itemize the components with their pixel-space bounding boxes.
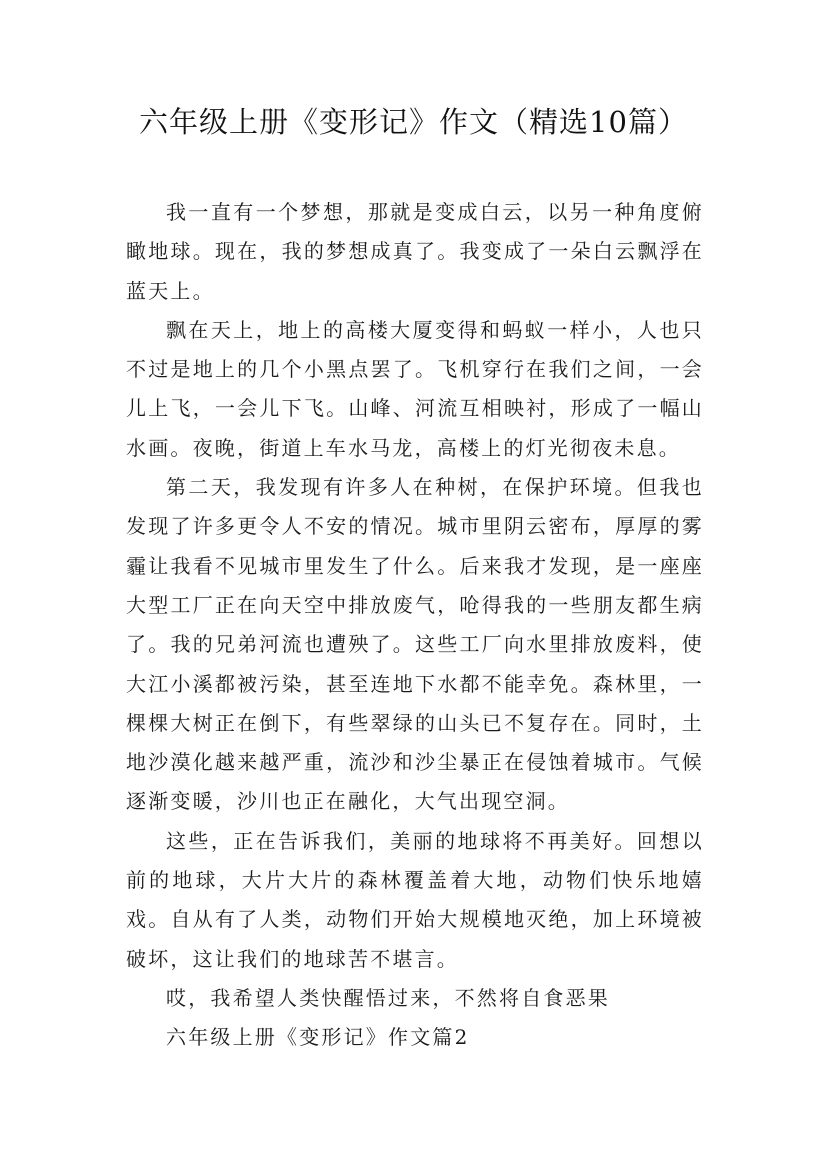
section-heading: 六年级上册《变形记》作文篇2 <box>166 1025 470 1050</box>
paragraph: 我一直有一个梦想，那就是变成白云，以另一种角度俯瞰地球。现在，我的梦想成真了。我变成了一朵白云飘浮在蓝天上。 <box>126 200 704 303</box>
document-body <box>126 193 704 1058</box>
document-title: 六年级上册《变形记》作文（精选10篇） <box>139 105 688 139</box>
paragraph: 飘在天上，地上的高楼大厦变得和蚂蚁一样小，人也只不过是地上的几个小黑点罢了。飞机穿行在我们之间，一会儿上飞，一会儿下飞。山峰、河流互相映衬，形成了一幅山水画。夜晚，街道上车水马龙，高楼上的灯光彻夜未息。 <box>126 317 704 460</box>
paragraph: 这些，正在告诉我们，美丽的地球将不再美好。回想以前的地球，大片大片的森林覆盖着大地，动物们快乐地嬉戏。自从有了人类，动物们开始大规模地灭绝，加上环境被破坏，这让我们的地球苦不堪言。 <box>126 828 704 971</box>
paragraph: 第二天，我发现有许多人在种树，在保护环境。但我也发现了许多更令人不安的情况。城市里阴云密布，厚厚的雾霾让我看不见城市里发生了什么。后来我才发现，是一座座大型工厂正在向天空中排放废气，呛得我的一些朋友都生病了。我的兄弟河流也遭殃了。这些工厂向水里排放废料，使大江小溪都被污染，甚至连地下水都不能幸免。森林里，一棵棵大树正在倒下，有些翠绿的山头已不复存在。同时，土地沙漠化越来越严重，流沙和沙尘暴正在侵蚀着城市。气候逐渐变暖，沙川也正在融化，大气出现空洞。 <box>126 475 704 814</box>
paragraph: 哎，我希望人类快醒悟过来，不然将自食恶果 <box>166 985 610 1010</box>
